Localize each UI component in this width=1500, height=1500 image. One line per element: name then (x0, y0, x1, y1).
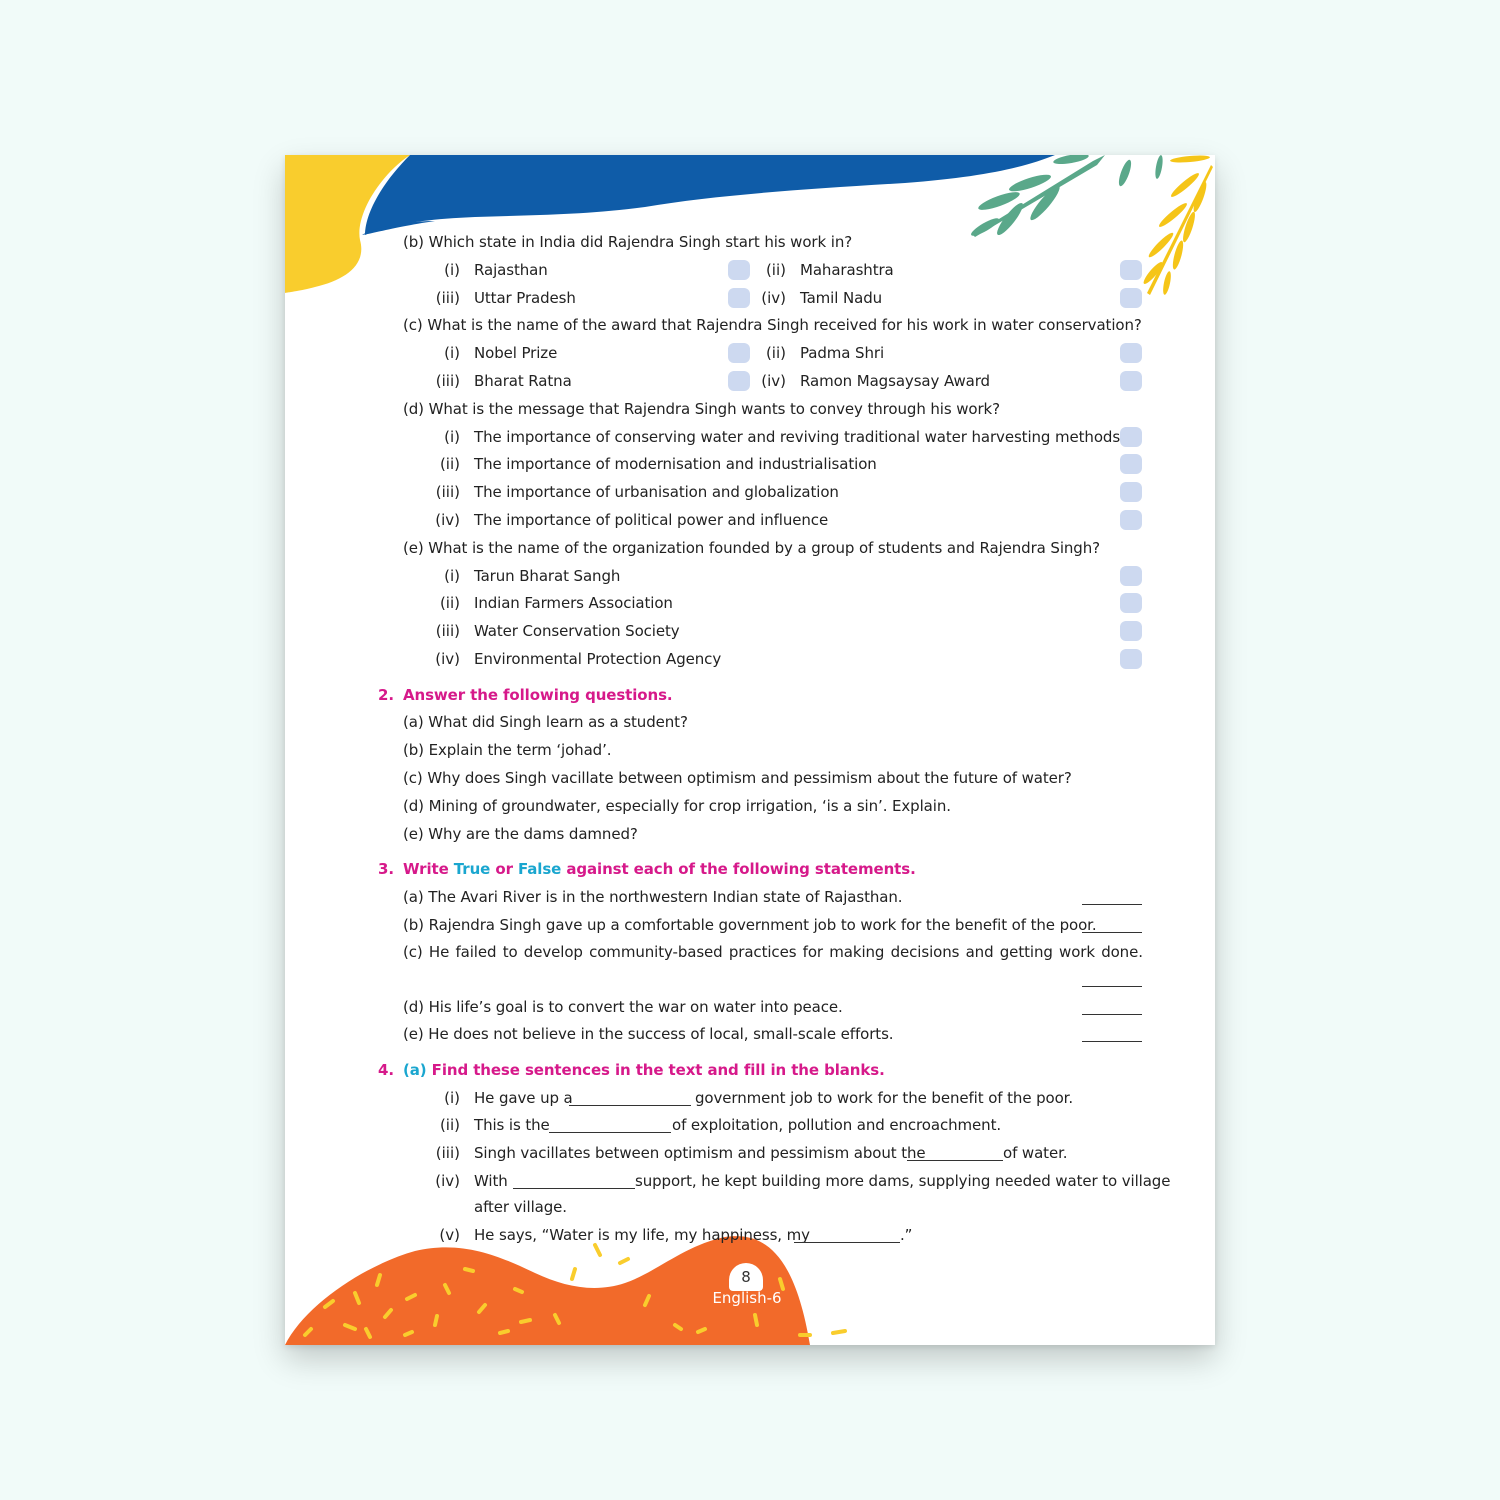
item-number: (iv) (435, 1172, 460, 1190)
word: work (1059, 943, 1095, 961)
answer-blank[interactable] (1082, 1041, 1142, 1042)
question-item: (c) Why does Singh vacillate between optimism and pessimism about the future of water? (403, 769, 1072, 787)
word: failed (455, 943, 497, 961)
statement: (e) He does not believe in the success of local, small-scale efforts. (403, 1025, 894, 1043)
section-heading (403, 859, 916, 879)
word: develop (523, 943, 583, 961)
fill-blank[interactable] (794, 1242, 900, 1243)
option-number: (iii) (435, 483, 460, 501)
answer-blank[interactable] (1082, 986, 1142, 987)
option-text: Environmental Protection Agency (474, 650, 722, 668)
answer-blank[interactable] (1082, 904, 1142, 905)
section-number: 2. (378, 686, 395, 704)
q1c-question: (c) What is the name of the award that Rajendra Singh received for his work in water conservation? (403, 316, 1142, 334)
fill-text: With (474, 1172, 508, 1190)
answer-checkbox[interactable] (1120, 427, 1142, 447)
answer-checkbox[interactable] (1120, 343, 1142, 363)
option-text: Nobel Prize (474, 344, 558, 362)
q1d-question: (d) What is the message that Rajendra Singh wants to convey through his work? (403, 400, 1001, 418)
answer-checkbox[interactable] (728, 343, 750, 363)
option-text: The importance of political power and influence (474, 511, 829, 529)
option-text: The importance of conserving water and reviving traditional water harvesting methods (474, 428, 1121, 446)
item-number: (iii) (435, 1144, 460, 1162)
answer-checkbox[interactable] (728, 371, 750, 391)
answer-blank[interactable] (1082, 932, 1142, 933)
option-text: The importance of modernisation and industrialisation (474, 455, 877, 473)
answer-checkbox[interactable] (1120, 371, 1142, 391)
question-item: (d) Mining of groundwater, especially for crop irrigation, ‘is a sin’. Explain. (403, 797, 951, 815)
fill-blank[interactable] (513, 1188, 635, 1189)
option-number: (ii) (439, 455, 460, 473)
option-text: Tamil Nadu (800, 289, 883, 307)
section-number: 4. (378, 1061, 395, 1079)
question-item: (a) What did Singh learn as a student? (403, 713, 688, 731)
option-number: (iii) (435, 372, 460, 390)
option-text: Water Conservation Society (474, 622, 680, 640)
page-number: 8 (729, 1263, 763, 1291)
q1e-question: (e) What is the name of the organization founded by a group of students and Rajendra Singh? (403, 539, 1100, 557)
option-number: (iv) (761, 372, 786, 390)
question-item: (e) Why are the dams damned? (403, 825, 638, 843)
word: He (428, 943, 450, 961)
item-number: (v) (439, 1226, 460, 1244)
fill-text: of water. (1003, 1144, 1068, 1162)
fill-text: He gave up a (474, 1089, 573, 1107)
section-heading (403, 1060, 885, 1080)
word: decisions (890, 943, 960, 961)
fill-text: He says, “Water is my life, my happiness, my (474, 1226, 810, 1244)
option-text: Indian Farmers Association (474, 594, 673, 612)
answer-checkbox[interactable] (1120, 593, 1142, 613)
fill-text: support, he kept building more dams, supplying needed water to village (635, 1172, 1171, 1190)
statement: (b) Rajendra Singh gave up a comfortable government job to work for the benefit of the poor. (403, 916, 1097, 934)
option-number: (ii) (439, 594, 460, 612)
fill-blank[interactable] (569, 1105, 691, 1106)
option-text: Padma Shri (800, 344, 885, 362)
heading-text: or (495, 860, 513, 878)
option-text: Tarun Bharat Sangh (474, 567, 621, 585)
word: (c) (403, 943, 423, 961)
true-word: True (453, 860, 491, 878)
fill-text: of exploitation, pollution and encroachment. (672, 1116, 1002, 1134)
word: community-based (589, 943, 723, 961)
answer-checkbox[interactable] (1120, 649, 1142, 669)
word: to (502, 943, 518, 961)
answer-blank[interactable] (1082, 1014, 1142, 1015)
answer-checkbox[interactable] (728, 288, 750, 308)
option-text: Ramon Magsaysay Award (800, 372, 990, 390)
fill-blank[interactable] (549, 1132, 671, 1133)
option-number: (ii) (765, 261, 786, 279)
option-text: The importance of urbanisation and globalization (474, 483, 839, 501)
option-number: (i) (444, 567, 460, 585)
answer-checkbox[interactable] (728, 260, 750, 280)
book-title: English-6 (712, 1289, 782, 1307)
word: for (802, 943, 823, 961)
option-number: (i) (444, 261, 460, 279)
fill-text: Singh vacillates between optimism and pessimism about the (474, 1144, 926, 1162)
answer-checkbox[interactable] (1120, 288, 1142, 308)
item-number: (ii) (439, 1116, 460, 1134)
option-number: (ii) (765, 344, 786, 362)
fill-blank[interactable] (907, 1160, 1003, 1161)
header-decoration (285, 155, 1215, 305)
heading-text: against each of the following statements. (566, 860, 916, 878)
answer-checkbox[interactable] (1120, 260, 1142, 280)
fill-text: .” (900, 1226, 913, 1244)
word: done. (1101, 943, 1143, 961)
statement (403, 942, 1143, 962)
fill-text: This is the (474, 1116, 550, 1134)
option-number: (i) (444, 344, 460, 362)
option-number: (i) (444, 428, 460, 446)
question-item: (b) Explain the term ‘johad’. (403, 741, 612, 759)
part-label: (a) (403, 1061, 427, 1079)
option-text: Rajasthan (474, 261, 548, 279)
option-number: (iii) (435, 289, 460, 307)
option-text: Bharat Ratna (474, 372, 572, 390)
word: getting (999, 943, 1053, 961)
word: practices (728, 943, 797, 961)
heading-text: Find these sentences in the text and fill in the blanks. (431, 1061, 885, 1079)
worksheet-page (285, 155, 1215, 1345)
option-number: (iii) (435, 622, 460, 640)
section-number: 3. (378, 860, 395, 878)
answer-checkbox[interactable] (1120, 454, 1142, 474)
item-number: (i) (444, 1089, 460, 1107)
heading-text: Write (403, 860, 449, 878)
section-heading: Answer the following questions. (403, 686, 673, 704)
answer-checkbox[interactable] (1120, 566, 1142, 586)
option-number: (iv) (435, 650, 460, 668)
fill-text: after village. (474, 1198, 567, 1216)
option-text: Uttar Pradesh (474, 289, 576, 307)
answer-checkbox[interactable] (1120, 510, 1142, 530)
answer-checkbox[interactable] (1120, 621, 1142, 641)
option-number: (iv) (435, 511, 460, 529)
q1b-question: (b) Which state in India did Rajendra Singh start his work in? (403, 233, 853, 251)
option-number: (iv) (761, 289, 786, 307)
false-word: False (518, 860, 562, 878)
statement: (d) His life’s goal is to convert the war on water into peace. (403, 998, 843, 1016)
word: and (965, 943, 994, 961)
option-text: Maharashtra (800, 261, 894, 279)
word: making (829, 943, 885, 961)
answer-checkbox[interactable] (1120, 482, 1142, 502)
statement: (a) The Avari River is in the northwestern Indian state of Rajasthan. (403, 888, 903, 906)
fill-text: government job to work for the benefit of the poor. (695, 1089, 1074, 1107)
